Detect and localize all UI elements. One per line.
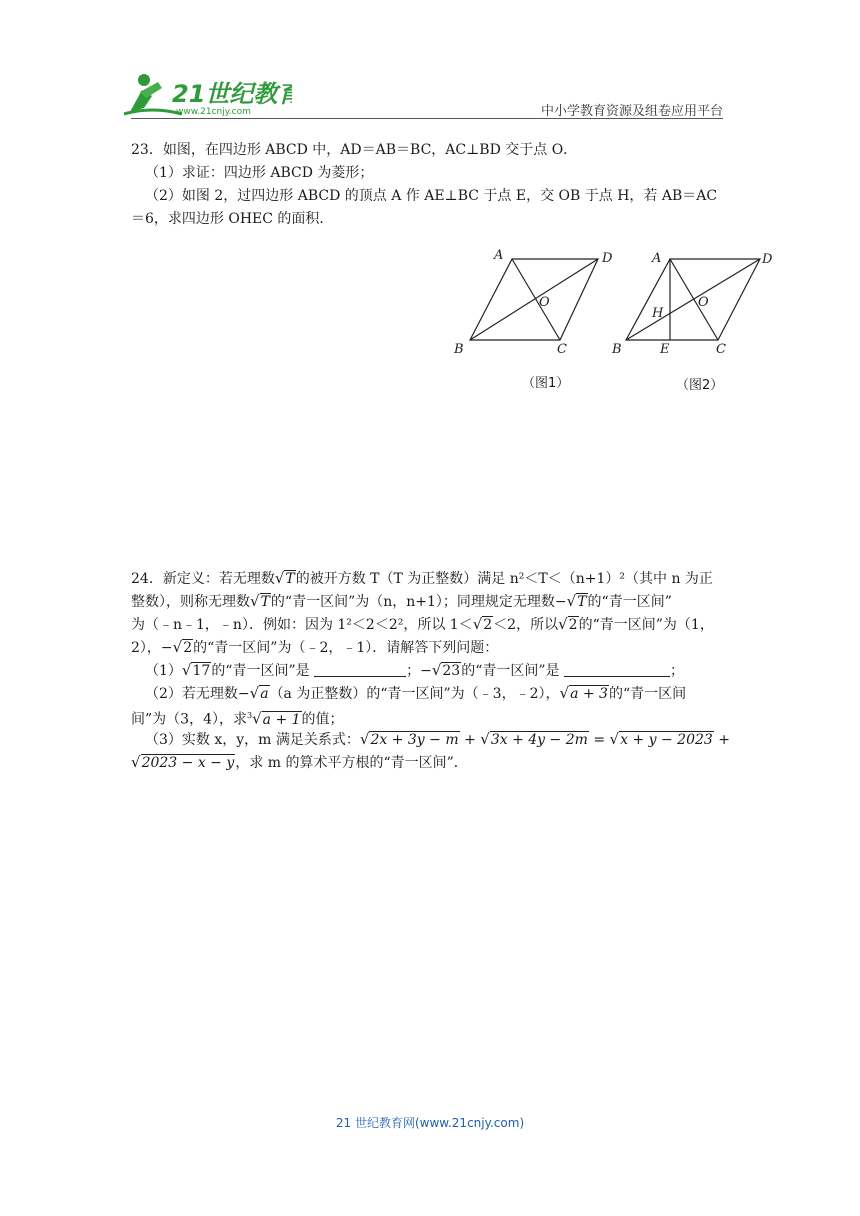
- sqrt-expr-4: √2023 − x − y: [131, 753, 235, 771]
- answer-blank-2[interactable]: [564, 662, 670, 677]
- q24-part2-line1: （2）若无理数−√a（a 为正整数）的“青一区间”为（﹣3，﹣2），√a + 3的“青一区间: [131, 682, 745, 706]
- q24-line1: [131, 567, 731, 591]
- q24-l3-text-c: 的“青一区间”为（1，: [578, 617, 714, 633]
- sqrt-2: √2: [172, 638, 193, 656]
- fig2-label-o: O: [698, 295, 709, 310]
- answer-blank-1[interactable]: [314, 662, 406, 677]
- fig2-label-d: D: [762, 252, 773, 267]
- sqrt-17: √17: [181, 661, 211, 679]
- q23-stem: 23．如图，在四边形 ABCD 中，AD＝AB＝BC，AC⊥BD 交于点 O．: [131, 142, 578, 158]
- sqrt-t: √T: [566, 592, 587, 610]
- figure-1-caption: （图1）: [522, 376, 570, 391]
- q24-l2-text-b: 的“青一区间”为（n，n+1）；同理规定无理数−: [270, 594, 567, 610]
- q24-l1-text-a: 24．新定义：若无理数: [131, 571, 275, 587]
- q24-line4: [131, 636, 731, 660]
- fig1-label-a: A: [494, 248, 504, 263]
- q23-part2-line2: ＝6，求四边形 OHEC 的面积．: [131, 211, 334, 227]
- q23-part1: （1）求证：四边形 ABCD 为菱形；: [145, 165, 374, 181]
- q24-part3-line2: √2023 − x − y，求 m 的算术平方根的“青一区间”．: [131, 751, 731, 775]
- fig1-label-c: C: [557, 342, 567, 357]
- logo-text: 21世纪教育: [172, 80, 292, 108]
- sqrt-expr-1: √2x + 3y − m: [359, 730, 459, 748]
- sqrt-a: √a: [249, 684, 269, 702]
- fig1-label-d: D: [602, 251, 613, 266]
- figure-2-caption: （图2）: [676, 378, 724, 393]
- q24-l4-text-b: 的“青一区间”为（﹣2，﹣1）．请解答下列问题：: [193, 640, 499, 656]
- q24-l4-text-a: 2），−: [131, 640, 173, 656]
- q24-l2-text-a: 整数），则称无理数: [131, 594, 250, 610]
- q24-line3: [131, 613, 731, 637]
- fig2-label-a: A: [652, 251, 662, 266]
- q24-part1: （1）√17的“青一区间”是 ；−√23的“青一区间”是 ；: [131, 659, 745, 683]
- fig1-label-o: O: [539, 295, 550, 310]
- q24-l1-text-b: 的被开方数 T（T 为正整数）满足 n²＜T＜（n+1）²（其中 n 为正: [295, 571, 713, 587]
- q24-line2: [131, 590, 731, 614]
- figure-1: [450, 245, 620, 365]
- cbrt-a-plus-1: $^3$√a + 1: [246, 709, 301, 728]
- fig2-label-e: E: [660, 342, 670, 357]
- q24-l3-text-a: 为（﹣n﹣1，﹣n）．例如：因为 1²＜2＜2²，所以 1＜: [131, 617, 473, 633]
- sqrt-23: √23: [431, 661, 461, 679]
- platform-name: 中小学教育资源及组卷应用平台: [540, 104, 723, 119]
- fig2-label-h: H: [652, 306, 664, 321]
- sqrt-a-plus-3: √a + 3: [559, 684, 608, 702]
- sqrt-2: √2: [558, 615, 578, 633]
- sqrt-expr-2: √3x + 4y − 2m: [480, 730, 588, 748]
- q24-l2-text-c: 的“青一区间”: [587, 594, 672, 610]
- q24-part2-line2: 间”为（3，4），求$^3$√a + 1的值；: [131, 705, 731, 731]
- header-divider: [131, 118, 723, 119]
- fig2-label-b: B: [612, 342, 622, 357]
- sqrt-2: √2: [472, 615, 493, 633]
- footer-link[interactable]: 21 世纪教育网(www.21cnjy.com): [335, 1116, 525, 1130]
- sqrt-t: √T: [250, 592, 270, 610]
- fig1-label-b: B: [454, 342, 464, 357]
- fig2-label-c: C: [716, 342, 726, 357]
- brand-logo: [122, 68, 292, 118]
- logo-graphic: [122, 68, 292, 118]
- sqrt-t: √T: [274, 569, 295, 587]
- sqrt-expr-3: √x + y − 2023: [609, 730, 713, 748]
- logo-subtext: www.21cnjy.com: [176, 107, 251, 117]
- figure-2: [610, 245, 790, 365]
- q23-part2-line1: （2）如图 2，过四边形 ABCD 的顶点 A 作 AE⊥BC 于点 E，交 OB 于点 H，若 AB＝AC: [145, 188, 718, 204]
- q24-l3-text-b: ＜2，所以: [493, 617, 559, 633]
- q24-part3-line1: （3）实数 x，y，m 满足关系式：√2x + 3y − m + √3x + 4y − 2m = √x + y − 2023 +: [131, 728, 745, 752]
